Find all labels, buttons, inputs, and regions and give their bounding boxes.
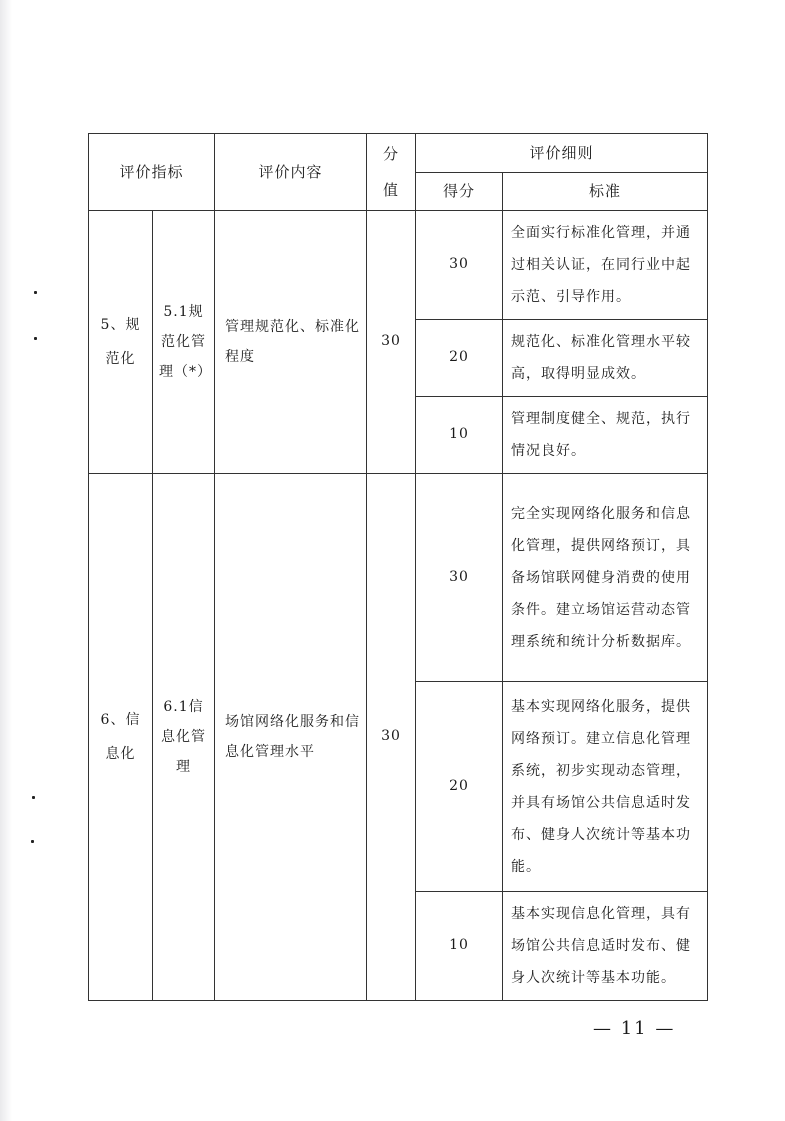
- indicator-level1: 5、规范化: [89, 211, 153, 474]
- evaluation-table: [88, 133, 708, 1001]
- header-score-value: 分值: [367, 134, 416, 211]
- standard-text: 全面实行标准化管理，并通过相关认证，在同行业中起示范、引导作用。: [503, 211, 708, 320]
- scan-mark: [34, 291, 37, 294]
- indicator-level2: 5.1规范化管理（*）: [153, 211, 215, 474]
- page-number: — 11 —: [593, 1018, 676, 1039]
- standard-text: 规范化、标准化管理水平较高，取得明显成效。: [503, 320, 708, 397]
- score-obtained: 10: [416, 892, 503, 1001]
- header-indicator: 评价指标: [89, 134, 215, 211]
- table-row: [89, 211, 708, 320]
- evaluation-content: 场馆网络化服务和信息化管理水平: [215, 474, 367, 1001]
- header-detail-rules: 评价细则: [416, 134, 708, 173]
- scan-mark: [32, 796, 35, 799]
- page-edge: [0, 0, 12, 1121]
- score-obtained: 30: [416, 211, 503, 320]
- score-value: 30: [367, 211, 416, 474]
- standard-text: 完全实现网络化服务和信息化管理，提供网络预订，具备场馆联网健身消费的使用条件。建立场馆运营动态管理系统和统计分析数据库。: [503, 474, 708, 682]
- score-value: 30: [367, 474, 416, 1001]
- standard-text: 管理制度健全、规范，执行情况良好。: [503, 397, 708, 474]
- evaluation-content: 管理规范化、标准化程度: [215, 211, 367, 474]
- score-obtained: 20: [416, 320, 503, 397]
- scan-mark: [34, 337, 37, 340]
- header-standard: 标准: [503, 173, 708, 211]
- scan-mark: [31, 840, 34, 843]
- header-row: [89, 134, 708, 173]
- standard-text: 基本实现信息化管理，具有场馆公共信息适时发布、健身人次统计等基本功能。: [503, 892, 708, 1001]
- header-score-obtained: 得分: [416, 173, 503, 211]
- score-obtained: 30: [416, 474, 503, 682]
- score-obtained: 20: [416, 682, 503, 892]
- header-content: 评价内容: [215, 134, 367, 211]
- indicator-level1: 6、信息化: [89, 474, 153, 1001]
- indicator-level2: 6.1信息化管理: [153, 474, 215, 1001]
- score-obtained: 10: [416, 397, 503, 474]
- standard-text: 基本实现网络化服务，提供网络预订。建立信息化管理系统，初步实现动态管理，并具有场馆公共信息适时发布、健身人次统计等基本功能。: [503, 682, 708, 892]
- table-row: [89, 474, 708, 682]
